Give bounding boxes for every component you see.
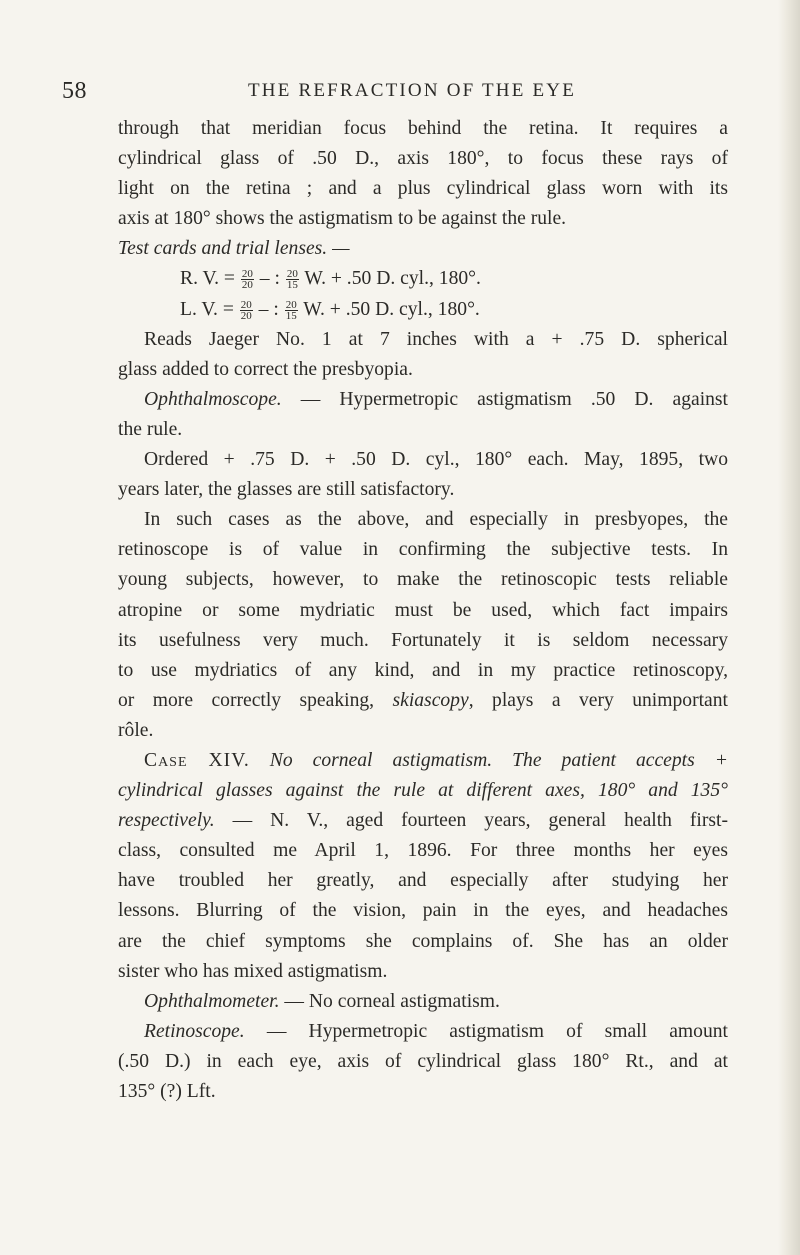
fraction-numerator: 20 [241,268,253,281]
text-line-ophthalmoscope [118,385,728,415]
text-line: axis at 180° shows the astigmatism to be against the rule. [118,208,567,230]
section-label-test-cards [118,234,728,264]
text-fragment: or more correctly speaking, [118,689,393,711]
text-line: Ordered + .75 D. + .50 D. cyl., 180° each. May, 1895, two [144,449,728,471]
running-title: THE REFRACTION OF THE EYE [247,80,577,101]
text-line: are the chief symptoms she complains of. She has an older [118,930,728,952]
case-title: No corneal astigmatism. The patient accepts + [249,749,728,771]
text-line: years later, the glasses are still satisfactory. [118,479,455,501]
ophthalmoscope-label: Ophthalmoscope. [144,388,282,410]
text-line: young subjects, however, to make the retinoscopic tests reliable [118,569,728,591]
text-line: retinoscope is of value in confirming the subjective tests. In [118,539,728,561]
fraction-numerator: 20 [286,268,298,281]
ophthalmoscope-finding: — Hypermetropic astigmatism .50 D. against [281,388,728,410]
page-number: 58 [62,78,87,104]
fraction-denominator: 15 [286,279,298,292]
fraction-denominator: 20 [240,309,252,322]
formula-lead: R. V. = [180,268,240,290]
formula-mid: – : [254,268,285,290]
text-line-case-start [118,806,728,836]
formula-tail: W. + .50 D. cyl., 180°. [298,298,480,320]
case-title-continued [118,776,728,806]
text-line: light on the retina ; and a plus cylindrical glass worn with its [118,178,728,200]
formula-lead: L. V. = [180,298,239,320]
text-line: its usefulness very much. Fortunately it is seldom necessary [118,629,728,651]
case-title-line: cylindrical glasses against the rule at different axes, 180° and 135° [118,780,728,802]
fraction-denominator: 15 [285,309,297,322]
text-fragment: , plays a very unimportant [468,689,728,711]
case-description: — N. V., aged fourteen years, general health first- [214,810,728,832]
text-line: to use mydriatics of any kind, and in my practice retinoscopy, [118,659,728,681]
text-line: In such cases as the above, and especially in presbyopes, the [144,509,728,531]
text-line: atropine or some mydriatic must be used, which fact impairs [118,599,728,621]
test-cards-label: Test cards and trial lenses. — [118,238,350,260]
ophthalmometer-finding: — No corneal astigmatism. [279,990,500,1012]
text-line: class, consulted me April 1, 1896. For three months her eyes [118,840,728,862]
text-line: (.50 D.) in each eye, axis of cylindrical glass 180° Rt., and at [118,1050,728,1072]
text-line: 135° (?) Lft. [118,1081,216,1102]
text-line: cylindrical glass of .50 D., axis 180°, to focus these rays of [118,148,728,170]
text-line: have troubled her greatly, and especially after studying her [118,870,728,892]
fraction-numerator: 20 [285,298,297,311]
fraction-corrected [286,269,299,290]
text-line-ophthalmometer [118,987,728,1017]
fraction-vision [240,300,253,321]
case-number: Case XIV. [144,749,250,771]
fraction-vision [241,269,254,290]
case-title-end: respectively. [118,810,215,832]
formula-mid: – : [253,298,284,320]
fraction-numerator: 20 [240,298,252,311]
fraction-denominator: 20 [241,279,253,292]
ophthalmometer-label: Ophthalmometer. [144,990,280,1012]
page-edge-shadow [778,0,800,1255]
retinoscope-label: Retinoscope. [144,1020,245,1042]
text-line: rôle. [118,719,154,741]
skiascopy-term: skiascopy [392,689,469,711]
fraction-corrected [285,300,298,321]
text-line: Reads Jaeger No. 1 at 7 inches with a + .75 D. spherical [144,328,728,350]
text-line-retinoscope [118,1017,728,1047]
text-line: lessons. Blurring of the vision, pain in the eyes, and headaches [118,900,728,922]
formula-tail: W. + .50 D. cyl., 180°. [299,268,481,290]
text-line: the rule. [118,418,183,440]
formula-left-eye [118,295,728,325]
text-line-skiascopy [118,686,728,716]
body-text [118,114,728,1107]
case-heading [118,746,728,776]
text-line: through that meridian focus behind the retina. It requires a [118,118,728,139]
retinoscope-finding: — Hypermetropic astigmatism of small amount [244,1020,728,1042]
text-line: sister who has mixed astigmatism. [118,960,388,982]
text-line: glass added to correct the presbyopia. [118,358,413,380]
page-header [62,78,722,106]
formula-right-eye [118,264,728,294]
